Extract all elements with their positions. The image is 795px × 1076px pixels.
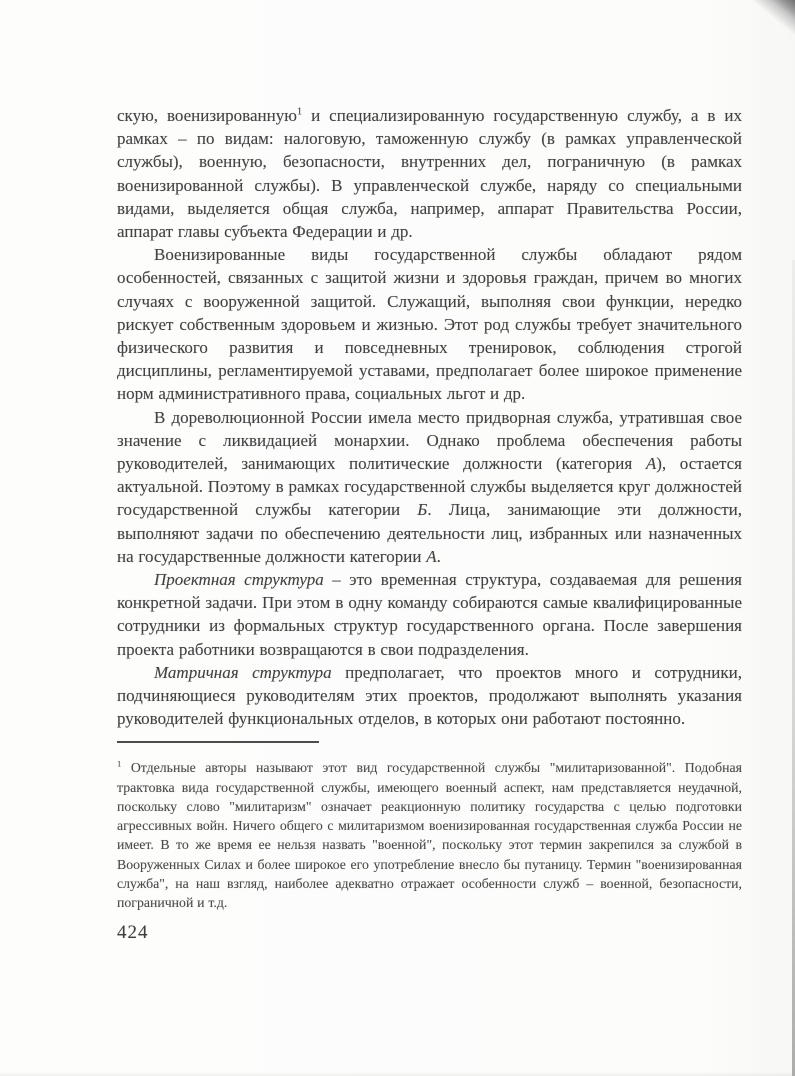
text-segment: и специализированную государственную службу, а в их рамках – по видам: налоговую, таможенную службу (в рамках управленческой службы), военную, безопасности, внутренних дел, пограничную (в рамках военизированной службы). В управленческой службе, наряду со специальными видами, выделяется общая служба, например, аппарат Правительства России, аппарат главы субъекта Федерации и др.: [117, 106, 742, 242]
paragraph: [117, 661, 742, 731]
scan-bottom-edge-artifact: [0, 1072, 795, 1076]
footnote-reference-mark: 1: [296, 106, 303, 118]
text-segment: скую, военизированную: [117, 106, 297, 125]
text-segment: – это временная структура, создаваемая для решения конкретной задачи. При этом в одну команду собираются самые квалифицированные сотрудники из формальных структур государственного органа. После завершения проекта работники возвращаются в свои подразделения.: [117, 570, 742, 659]
text-segment: предполагает, что проектов много и сотрудники, подчиняющиеся руководителям этих проектов, продолжают выполнять указания руководителей функциональных отделов, в которых они работают постоянно.: [117, 662, 742, 729]
text-segment: . Лица, занимающие эти должности, выполняют задачи по обеспечению деятельности лиц, избранных или назначенных на государственные должности категории: [117, 500, 742, 566]
text-segment: Проектная структура: [154, 570, 324, 590]
paragraph: [117, 568, 742, 661]
text-segment: В дореволюционной России имела место придворная служба, утратившая свое значение с ликвидацией монархии. Однако проблема обеспечения работы руководителей, занимающих политические должности (категория: [117, 407, 742, 474]
body-paragraphs: [117, 104, 742, 730]
text-segment: ), остается актуальной. Поэтому в рамках государственной службы выделяется круг должностей государственной службы категории: [117, 454, 742, 520]
text-segment: Матричная структура: [154, 662, 332, 682]
paragraph: [117, 104, 742, 243]
footnote-text: [117, 758, 742, 912]
scan-corner-artifact: [749, 0, 795, 38]
page-number: 424: [117, 922, 149, 944]
text-segment: А: [426, 546, 437, 566]
text-segment: Отдельные авторы называют этот вид государственной службы "милитаризованной". Подобная трактовка вида государственной службы, имеющего военный аспект, нам представляется неудачной, поскольку слово "милитаризм" означает реакционную политику государства с целью подготовки агрессивных войн. Ничего общего с милитаризмом военизированная государственная служба России не имеет. В то же время ее нельзя назвать "военной", поскольку этот термин закрепился за службой в Вооруженных Силах и более широкое его употребление внесло бы путаницу. Термин "военизированная служба", на наш взгляд, наиболее адекватно отражает особенности служб – военной, безопасности, пограничной и т.д.: [117, 760, 742, 910]
text-block: [117, 104, 742, 944]
text-segment: А: [645, 454, 657, 474]
paragraph: [117, 243, 742, 405]
text-segment: Военизированные виды государственной службы обладают рядом особенностей, связанных с защитой жизни и здоровья граждан, причем во многих случаях с вооруженной защитой. Служащий, выполняя свои функции, нередко рискует собственным здоровьем и жизнью. Этот род службы требует значительного физического развития и повседневных тренировок, соблюдения строгой дисциплины, регламентируемой уставами, предполагает более широкое применение норм административного права, социальных льгот и др.: [117, 245, 742, 404]
text-segment: .: [436, 546, 441, 566]
paragraph: [117, 406, 742, 568]
text-segment: Б: [417, 500, 428, 520]
footnote-reference-mark: 1: [117, 758, 122, 769]
footnote-separator: [117, 741, 319, 743]
